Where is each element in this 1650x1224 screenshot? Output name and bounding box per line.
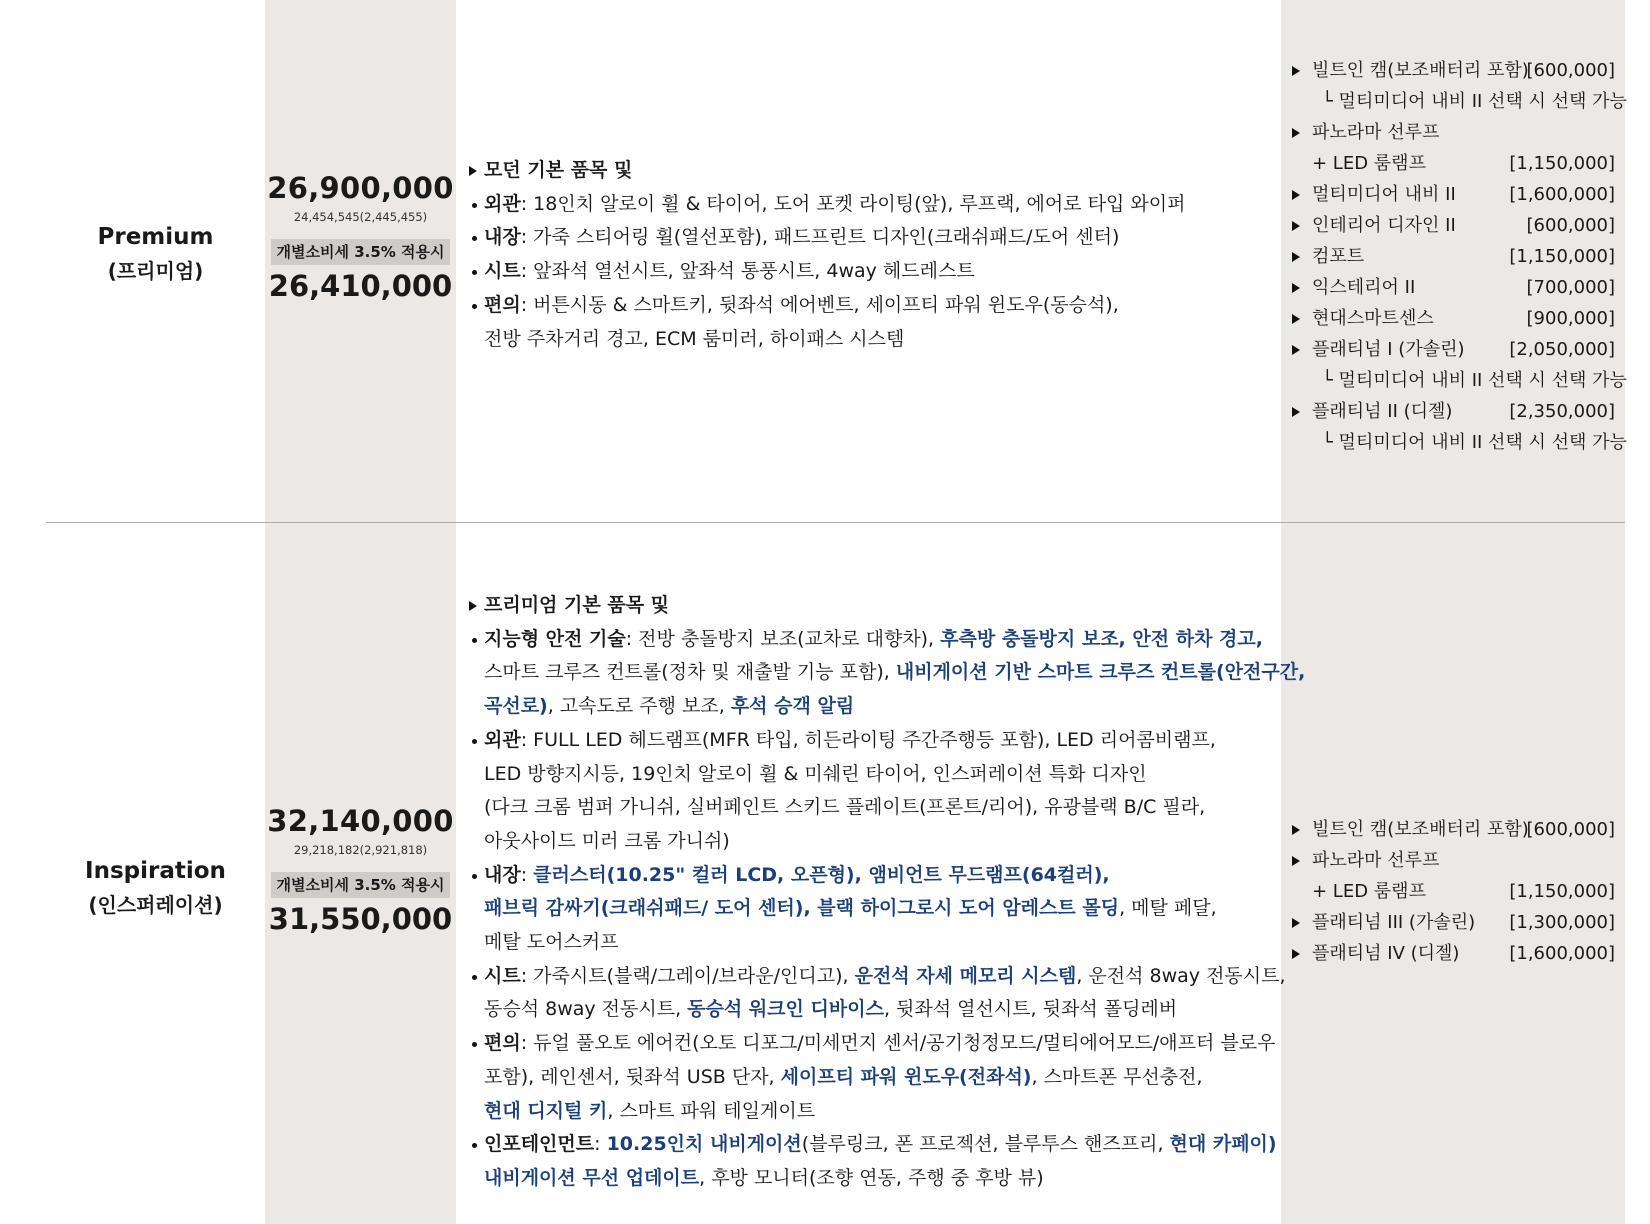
option-row — [1290, 179, 1615, 210]
feature-text: , 메탈 페달, — [1119, 897, 1217, 920]
option-name: 현대스마트센스 — [1312, 308, 1434, 329]
option-name: └ 멀티미디어 내비 II 선택 시 선택 가능 — [1322, 432, 1627, 453]
feature-text: : 버튼시동 & 스마트키, 뒷좌석 에어벤트, 세이프티 파워 윈도우(동승석), — [520, 293, 1119, 316]
option-price: [1,600,000] — [1509, 184, 1615, 205]
highlighted-feature-text: 세이프티 파워 윈도우(전좌석) — [780, 1065, 1032, 1088]
feature-text: , 스마트폰 무선충전, — [1031, 1065, 1203, 1088]
base-price: 26,900,000 — [267, 171, 454, 205]
option-row — [1290, 334, 1615, 365]
feature-label: 내장 — [484, 226, 521, 249]
option-row — [1290, 86, 1627, 117]
feature-item — [468, 859, 1280, 960]
features-title: 모던 기본 품목 및 — [468, 154, 1280, 188]
option-row — [1290, 876, 1615, 907]
feature-text: 메탈 도어스커프 — [484, 931, 619, 954]
highlighted-feature-text: 클러스터(10.25" 컬러 LCD, 오픈형), 앰비언트 무드램프(64컬러), — [533, 863, 1110, 886]
trim-name-en: Inspiration — [85, 858, 226, 884]
feature-line — [484, 960, 1286, 994]
feature-line — [484, 1027, 1280, 1061]
option-name: 빌트인 캠(보조배터리 포함) — [1312, 819, 1529, 840]
feature-line — [484, 1061, 1280, 1095]
feature-text: , 고속도로 주행 보조, — [547, 695, 731, 718]
feature-text: LED 방향지시등, 19인치 알로이 휠 & 미쉐린 타이어, 인스퍼레이션 특화 디자인 — [484, 762, 1147, 785]
option-row — [1290, 272, 1615, 303]
option-price: [1,150,000] — [1509, 153, 1615, 174]
option-price: [1,150,000] — [1509, 881, 1615, 902]
feature-line — [484, 623, 1280, 657]
option-name: └ 멀티미디어 내비 II 선택 시 선택 가능 — [1322, 370, 1627, 391]
feature-item — [468, 289, 1280, 356]
taxed-price: 26,410,000 — [268, 269, 453, 303]
feature-item — [468, 960, 1286, 1027]
option-name: 인테리어 디자인 II — [1312, 215, 1456, 236]
feature-text: : 듀얼 풀오토 에어컨(오토 디포그/미세먼지 센서/공기청정모드/멀티에어모드/애프터 블로우 — [520, 1032, 1276, 1055]
option-row — [1290, 148, 1615, 179]
feature-label: 지능형 안전 기술 — [484, 627, 626, 650]
trim-name-ko: (인스퍼레이션) — [88, 893, 223, 917]
feature-item — [468, 1128, 1280, 1195]
trim-name — [46, 220, 265, 288]
option-name: + LED 룸램프 — [1312, 881, 1426, 902]
feature-label: 시트 — [484, 964, 521, 987]
trim-price — [265, 168, 456, 306]
option-row — [1290, 396, 1615, 427]
feature-line — [484, 892, 1280, 926]
option-name: 플래티넘 IV (디젤) — [1312, 943, 1460, 964]
option-name: 플래티넘 I (가솔린) — [1312, 339, 1465, 360]
option-row — [1290, 117, 1615, 148]
trim-price — [265, 801, 456, 939]
feature-line — [484, 255, 1280, 289]
option-price: [1,150,000] — [1509, 246, 1615, 267]
option-name: └ 멀티미디어 내비 II 선택 시 선택 가능 — [1322, 91, 1627, 112]
option-name: 멀티미디어 내비 II — [1312, 184, 1456, 205]
trim-name-ko: (프리미엄) — [107, 259, 204, 283]
feature-line — [484, 825, 1280, 859]
price-breakdown: 29,218,182(2,921,818) — [293, 843, 428, 857]
feature-item — [468, 188, 1280, 222]
feature-text: 전방 주차거리 경고, ECM 룸미러, 하이패스 시스템 — [484, 327, 905, 350]
feature-item — [468, 1027, 1280, 1128]
feature-text: : 가죽 스티어링 휠(열선포함), 패드프린트 디자인(크래쉬패드/도어 센터) — [520, 226, 1120, 249]
features-title: 프리미엄 기본 품목 및 — [468, 589, 1280, 623]
options-list — [1290, 814, 1615, 969]
highlighted-feature-text: 운전석 자세 메모리 시스템 — [854, 964, 1077, 987]
option-price: [1,600,000] — [1509, 943, 1615, 964]
feature-line — [484, 926, 1280, 960]
option-price: [600,000] — [1526, 819, 1615, 840]
feature-line — [484, 188, 1280, 222]
option-row — [1290, 845, 1615, 876]
option-name: + LED 룸램프 — [1312, 153, 1426, 174]
feature-text: (다크 크롬 범퍼 가니쉬, 실버페인트 스키드 플레이트(프론트/리어), 유광블랙 B/C 필라, — [484, 796, 1206, 819]
base-price: 32,140,000 — [267, 804, 454, 838]
feature-text: : 전방 충돌방지 보조(교차로 대향차), — [625, 627, 941, 650]
taxed-price: 31,550,000 — [268, 902, 453, 936]
highlighted-feature-text: 내비게이션 기반 스마트 크루즈 컨트롤(안전구간, — [895, 661, 1306, 684]
highlighted-feature-text: 후석 승객 알림 — [730, 695, 855, 718]
feature-text: : FULL LED 헤드램프(MFR 타입, 히든라이팅 주간주행등 포함), LED 리어콤비램프, — [520, 728, 1216, 751]
feature-text: , 후방 모니터(조향 연동, 주행 중 후방 뷰) — [699, 1166, 1044, 1189]
highlighted-feature-text: 동승석 워크인 디바이스 — [687, 998, 884, 1021]
feature-line — [484, 323, 1280, 357]
feature-label: 외관 — [484, 192, 521, 215]
option-name: 컴포트 — [1312, 246, 1365, 267]
highlighted-feature-text: 내비게이션 무선 업데이트 — [484, 1166, 700, 1189]
highlighted-feature-text: 현대 카페이) — [1169, 1133, 1277, 1156]
highlighted-feature-text: 후측방 충돌방지 보조, 안전 하차 경고, — [940, 627, 1263, 650]
feature-line — [484, 690, 1280, 724]
options-list — [1290, 55, 1627, 458]
option-price: [700,000] — [1526, 277, 1615, 298]
trim-name-en: Premium — [97, 224, 214, 250]
option-name: 파노라마 선루프 — [1312, 850, 1440, 871]
feature-item — [468, 221, 1280, 255]
feature-label: 인포테인먼트 — [484, 1133, 595, 1156]
feature-text: : 가죽시트(블랙/그레이/브라운/인디고), — [520, 964, 855, 987]
feature-text: : 18인치 알로이 휠 & 타이어, 도어 포켓 라이팅(앞), 루프랙, 에어로 타입 와이퍼 — [520, 192, 1186, 215]
features-list — [468, 154, 1280, 356]
option-row — [1290, 210, 1615, 241]
trim-name — [46, 854, 265, 922]
price-breakdown: 24,454,545(2,445,455) — [293, 210, 428, 224]
option-name: 파노라마 선루프 — [1312, 122, 1440, 143]
feature-text: : — [520, 863, 534, 886]
feature-text: 동승석 8way 전동시트, — [484, 998, 688, 1021]
feature-text: 아웃사이드 미러 크롬 가니쉬) — [484, 829, 730, 852]
option-price: [900,000] — [1526, 308, 1615, 329]
option-price: [2,350,000] — [1509, 401, 1615, 422]
feature-item — [468, 724, 1280, 859]
feature-line — [484, 859, 1280, 893]
feature-item — [468, 623, 1306, 724]
feature-line — [484, 758, 1280, 792]
option-row — [1290, 938, 1615, 969]
feature-line — [484, 1095, 1280, 1129]
option-price: [1,300,000] — [1509, 912, 1615, 933]
feature-label: 편의 — [484, 1032, 521, 1055]
feature-text: , 스마트 파워 테일게이트 — [607, 1099, 816, 1122]
feature-text: , 운전석 8way 전동시트, — [1076, 964, 1286, 987]
option-price: [600,000] — [1526, 60, 1615, 81]
feature-text: (블루링크, 폰 프로젝션, 블루투스 핸즈프리, — [801, 1133, 1170, 1156]
option-name: 빌트인 캠(보조배터리 포함) — [1312, 60, 1529, 81]
feature-line — [484, 1162, 1280, 1196]
option-name: 익스테리어 II — [1312, 277, 1416, 298]
feature-line — [484, 791, 1280, 825]
highlighted-feature-text: 현대 디지털 키 — [484, 1099, 608, 1122]
option-row — [1290, 907, 1615, 938]
feature-text: 포함), 레인센서, 뒷좌석 USB 단자, — [484, 1065, 781, 1088]
feature-label: 내장 — [484, 863, 521, 886]
feature-text: : 앞좌석 열선시트, 앞좌석 통풍시트, 4way 헤드레스트 — [520, 260, 975, 283]
option-row — [1290, 365, 1627, 396]
option-row — [1290, 427, 1627, 458]
feature-line — [484, 1128, 1280, 1162]
tax-badge: 개별소비세 3.5% 적용시 — [271, 239, 451, 265]
feature-label: 시트 — [484, 260, 521, 283]
highlighted-feature-text: 패브릭 감싸기(크래쉬패드/ 도어 센터), 블랙 하이그로시 도어 암레스트 몰딩 — [484, 897, 1120, 920]
feature-item — [468, 255, 1280, 289]
option-row — [1290, 303, 1615, 334]
option-name: 플래티넘 II (디젤) — [1312, 401, 1453, 422]
trim-row-inspiration — [0, 523, 1650, 1224]
option-row — [1290, 241, 1615, 272]
feature-line — [484, 656, 1306, 690]
feature-items — [468, 623, 1306, 1196]
option-price: [600,000] — [1526, 215, 1615, 236]
feature-text: : — [594, 1133, 607, 1156]
feature-line — [484, 221, 1280, 255]
feature-items — [468, 188, 1280, 357]
feature-line — [484, 993, 1280, 1027]
trim-row-premium — [0, 0, 1650, 522]
option-row — [1290, 814, 1615, 845]
highlighted-feature-text: 곡선로) — [484, 695, 548, 718]
tax-badge: 개별소비세 3.5% 적용시 — [271, 872, 451, 898]
option-row — [1290, 55, 1615, 86]
option-price: [2,050,000] — [1509, 339, 1615, 360]
feature-label: 외관 — [484, 728, 521, 751]
feature-label: 편의 — [484, 293, 521, 316]
feature-line — [484, 724, 1280, 758]
feature-line — [484, 289, 1280, 323]
feature-text: , 뒷좌석 열선시트, 뒷좌석 폴딩레버 — [883, 998, 1178, 1021]
feature-text: 스마트 크루즈 컨트롤(정차 및 재출발 기능 포함), — [484, 661, 896, 684]
highlighted-feature-text: 10.25인치 내비게이션 — [606, 1133, 802, 1156]
option-name: 플래티넘 III (가솔린) — [1312, 912, 1476, 933]
features-list — [468, 589, 1306, 1196]
